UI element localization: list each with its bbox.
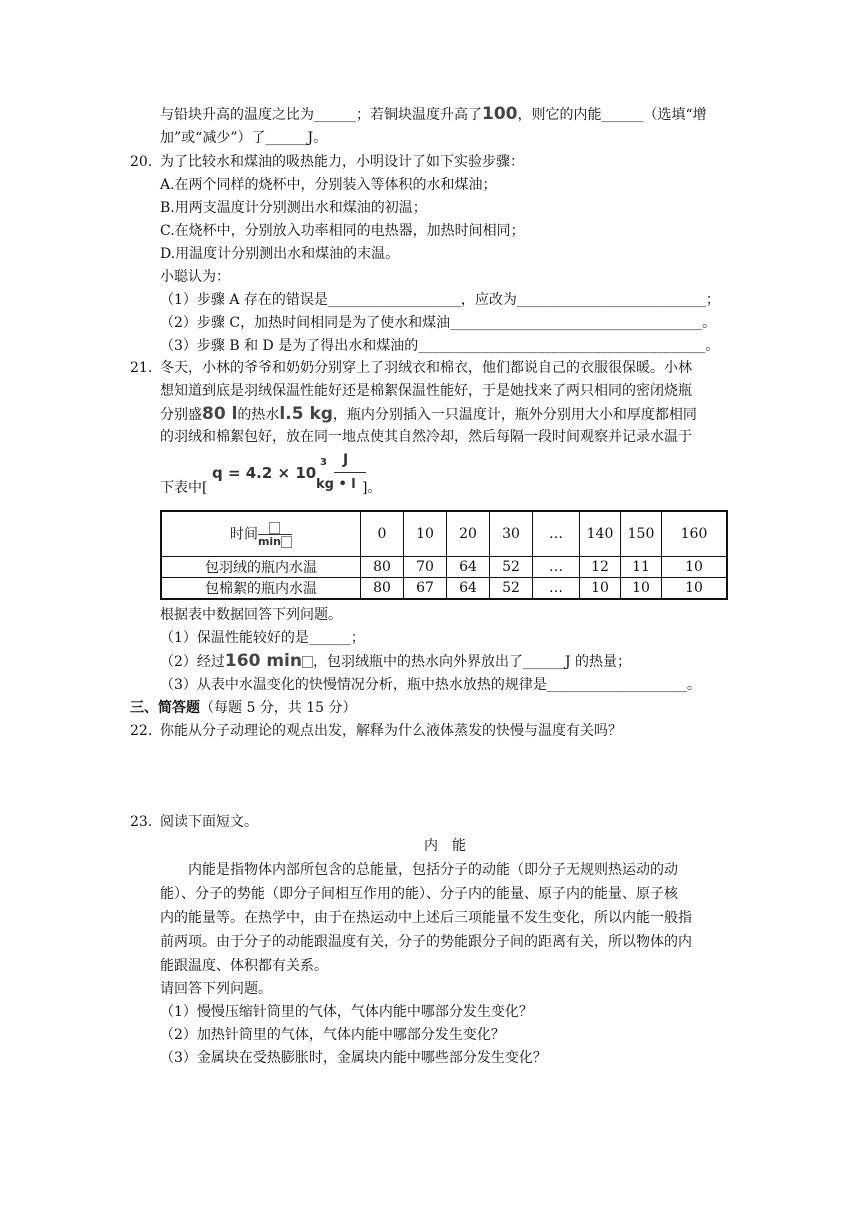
table-cell: 67 <box>404 578 447 600</box>
table-header-cell: 160 <box>662 511 728 557</box>
q21-sub1: （1）保温性能较好的是______； <box>160 630 365 646</box>
passage-title: 内 能 <box>424 838 466 854</box>
q20-step-c: C.在烧杯中，分别放入功率相同的电热器，加热时间相同； <box>160 223 525 239</box>
q22-text: 你能从分子动理论的观点出发，解释为什么液体蒸发的快慢与温度有关吗？ <box>160 723 622 739</box>
table-cell: 10 <box>662 557 728 578</box>
q21-line3: 分别盛80 l的热水l.5 kg，瓶内分别插入一只温度计，瓶外分别用大小和厚度都相同 <box>160 404 697 424</box>
passage-line: 前两项。由于分子的动能跟温度有关，分子的势能跟分子间的距离有关，所以物体的内 <box>160 934 692 950</box>
placeholder-box <box>269 522 280 534</box>
q23-number: 23. <box>130 814 153 830</box>
q21-line5-b: ]。 <box>362 480 382 496</box>
q23-ask: 请回答下列问题。 <box>160 981 272 997</box>
value-image-160min: 160 min <box>224 651 302 671</box>
table-cell: 11 <box>621 557 662 578</box>
table-header-cell: 0 <box>361 511 404 557</box>
table-row <box>161 578 727 600</box>
table-cell: 80 <box>361 557 404 578</box>
water-temperature-table <box>160 510 728 600</box>
q23-sub3: （3）金属块在受热膨胀时，金属块内能中哪些部分发生变化？ <box>160 1050 547 1066</box>
table-cell: 10 <box>662 578 728 600</box>
table-header-cell: 150 <box>621 511 662 557</box>
table-header-cell: 20 <box>447 511 490 557</box>
value-image-100: 100 <box>482 104 518 124</box>
table-cell: 52 <box>490 557 533 578</box>
table-cell: 12 <box>580 557 621 578</box>
row-label: 包棉絮的瓶内水温 <box>161 578 361 600</box>
row-label: 包羽绒的瓶内水温 <box>161 557 361 578</box>
q21-number: 21. <box>130 360 153 376</box>
table-header-cell: 140 <box>580 511 621 557</box>
value-image-80: 80 l <box>202 404 238 424</box>
section-3-heading: 三、简答题（每题 5 分，共 15 分） <box>130 700 357 716</box>
table-cell: 70 <box>404 557 447 578</box>
q21-sub3: （3）从表中水温变化的快慢情况分析，瓶中热水放热的规律是____________________。 <box>160 677 701 693</box>
table-header-cell: 30 <box>490 511 533 557</box>
q20-intro: 为了比较水和煤油的吸热能力，小明设计了如下实验步骤： <box>160 154 524 170</box>
q21-line4: 的羽绒和棉絮包好，放在同一地点使其自然冷却，然后每隔一段时间观察并记录水温于 <box>160 429 692 445</box>
table-row <box>161 557 727 578</box>
q20-sub2: （2）步骤 C，加热时间相同是为了使水和煤油____________________________________。 <box>160 315 717 331</box>
q20-step-d: D.用温度计分别测出水和煤油的末温。 <box>160 246 400 262</box>
passage-line: 内能是指物体内部所包含的总能量，包括分子的动能（即分子无规则热运动的动 <box>188 862 678 878</box>
time-unit-fraction: min <box>258 521 292 548</box>
q21-after: 根据表中数据回答下列问题。 <box>160 607 342 623</box>
q20-step-b: B.用两支温度计分别测出水和煤油的初温； <box>160 200 427 216</box>
q21-line5-a: 下表中[ <box>160 480 208 496</box>
q20-number: 20. <box>130 154 153 170</box>
table-cell: … <box>533 557 580 578</box>
table-cell: 64 <box>447 578 490 600</box>
q20-sub3: （3）步骤 B 和 D 是为了得出水和煤油的_________________________________________。 <box>160 338 720 354</box>
q19-line2: 加”或“减少”）了______J。 <box>160 130 328 146</box>
passage-line: 内的能量等。在热学中，由于在热运动中上述后三项能量不发生变化，所以内能一般指 <box>160 910 692 926</box>
passage-line: 能）、分子的势能（即分子间相互作用的能）、分子内的能量、原子内的能量、原子核 <box>160 886 678 902</box>
table-cell: 52 <box>490 578 533 600</box>
table-cell: 80 <box>361 578 404 600</box>
placeholder-box <box>281 536 292 548</box>
q23-sub1: （1）慢慢压缩针筒里的气体，气体内能中哪部分发生变化？ <box>160 1004 533 1020</box>
q22-number: 22. <box>130 723 153 739</box>
q23-sub2: （2）加热针筒里的气体，气体内能中哪部分发生变化？ <box>160 1027 505 1043</box>
table-cell: … <box>533 578 580 600</box>
value-image-mass: l.5 kg <box>279 404 333 424</box>
table-cell: 10 <box>621 578 662 600</box>
table-header-time: 时间 min <box>161 511 361 557</box>
table-header-cell: … <box>533 511 580 557</box>
q21-line2: 想知道到底是羽绒保温性能好还是棉絮保温性能好，于是她找来了两只相同的密闭烧瓶 <box>160 383 692 399</box>
q20-sub1: （1）步骤 A 存在的错误是___________________，应改为___________________________； <box>160 292 720 308</box>
q21-sub2: （2）经过160 min ，包羽绒瓶中的热水向外界放出了______J 的热量； <box>160 651 632 671</box>
q23-intro: 阅读下面短文。 <box>160 814 258 830</box>
q20-comment: 小聪认为： <box>160 269 230 285</box>
table-cell: 64 <box>447 557 490 578</box>
q21-line1: 冬天，小林的爷爷和奶奶分别穿上了羽绒衣和棉衣，他们都说自己的衣服很保暖。小林 <box>160 360 692 376</box>
table-header-cell: 10 <box>404 511 447 557</box>
q20-step-a: A.在两个同样的烧杯中，分别装入等体积的水和煤油； <box>160 177 497 193</box>
fraction-bar <box>334 472 366 473</box>
q19-line1: 与铅块升高的温度之比为______；若铜块温度升高了100，则它的内能______（选填“增 <box>160 104 707 124</box>
table-header-row <box>161 511 727 557</box>
placeholder-box <box>302 656 313 668</box>
passage-line: 能跟温度、体积都有关系。 <box>160 958 328 974</box>
table-cell: 10 <box>580 578 621 600</box>
